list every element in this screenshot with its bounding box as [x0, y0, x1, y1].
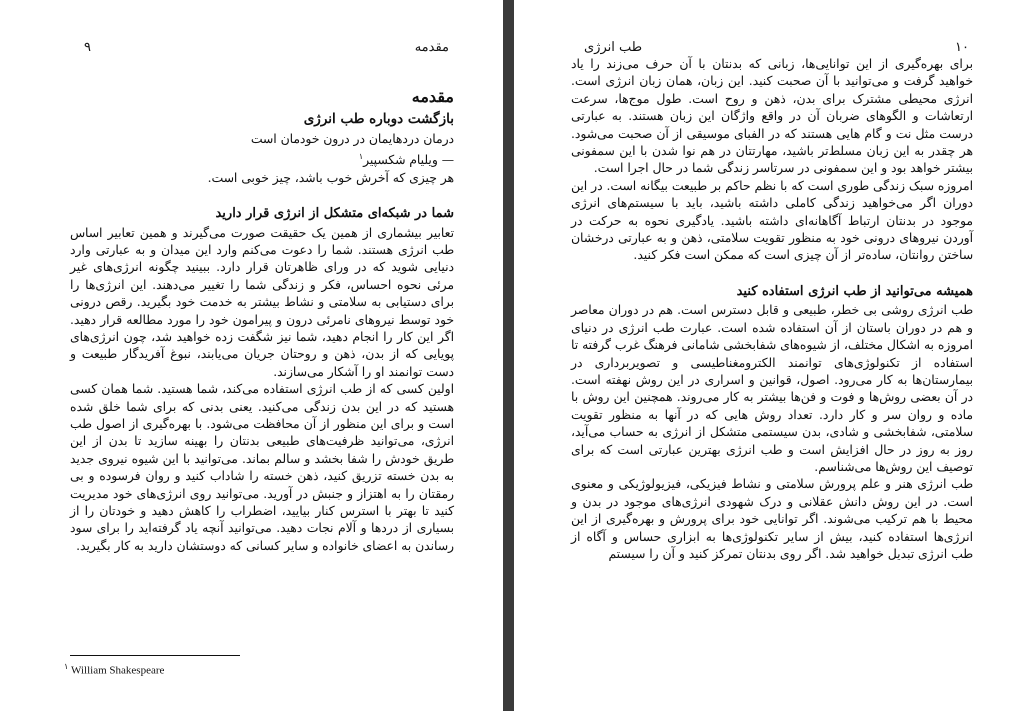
right-page-content [571, 56, 973, 563]
paragraph: اولین کسی که از طب انرژی استفاده می‌کند، شما هستید. شما همان کسی هستید که در این بدن زندگی می‌کنید. یعنی بدنی که برای شما خلق شده است و برای این منظور از آن محافظت می‌شود. با بهره‌گیری از اصول طب انرژی، می‌توانید ظرفیت‌های طبیعی بدنتان را بهینه سازید تا بدن از این طریق خودش را شفا بخشد و سالم بماند. می‌توانید با این شیوه نیروی جدید به بدن خسته تزریق کنید، ذهن خسته را شاداب کنید و روان فرسوده و بی رمقتان را به اهتزاز و جنبش در آورید. می‌توانید روی انرژی‌های خود مدیریت کنید تا بهتر با استرس کنار بیایید، اضطراب را کاهش دهید و خودتان را از بسیاری از دردها و آلام نجات دهید. می‌توانید آنچه یاد گرفته‌اید را برای سود رساندن به اعضای خانواده و سایر کسانی که دوستشان دارید به کار بگیرید. [70, 382, 454, 553]
left-page-number: ۹ [84, 40, 91, 55]
book-spine-divider [503, 0, 514, 711]
epigraph-line-2: هر چیزی که آخرش خوب باشد، چیز خوبی است. [207, 170, 454, 185]
epigraph-author-line [70, 148, 454, 170]
right-page-header [584, 40, 969, 55]
left-page-header [84, 40, 449, 55]
footnote-text: William Shakespeare [71, 664, 165, 677]
subheading-energy-network: شما در شبکه‌ای متشکل از انرژی قرار دارید [215, 206, 454, 222]
left-page [0, 0, 503, 711]
epigraph-footnote-marker: ۱ [358, 152, 364, 162]
paragraph: طب انرژی هنر و علم پرورش سلامتی و نشاط فیزیکی، فیزیولوژیکی و معنوی است. در این روش دانش عقلانی و درک شهودی انرژی‌های موجود در بدن و محیط با هم ترکیب می‌شوند. اگر توانایی خود برای پرورش و بهره‌گیری از این انرژی‌ها استفاده کنید، بیش از سایر تکنولوژی‌ها به ابزاری حساس و آگاه از طب انرژی تبدیل خواهید شد. اگر روی بدنتان تمرکز کنید و آن را سیستم [571, 477, 973, 561]
left-running-header: مقدمه [414, 40, 449, 55]
chapter-title: مقدمه [411, 87, 454, 106]
paragraph: تعابیر بیشماری از همین یک حقیقت صورت می‌گیرند و همین تعابیر اساس طب انرژی هستند. شما را دعوت می‌کنم وارد این میدان و به عبارتی وارد دنیایی شوید که در ورای ظاهرتان قرار دارد. ببینید چگونه انرژی‌های غیر مرئی نحوه احساس، فکر و زندگی شما را تغییر می‌دهند. این انرژی‌ها را برای دستیابی به سلامتی و نشاط بیشتر به خدمت خود بگیرید. رقص درونی خود توسط نیروهای نامرئی درون و پیرامون خود را مورد مطالعه قرار دهید. اگر این کار را انجام دهید، شما نیز شگفت زده خواهید شد، چون انرژی‌های پویایی که از بدن، ذهن و روحتان جریان می‌یابند، نبوغ آفریدگار طبیعت و دست توانمند او را آشکار می‌سازند. [70, 225, 454, 379]
section-title: بازگشت دوباره طب انرژی [303, 111, 454, 128]
footnote-marker: ۱ [64, 662, 69, 671]
right-running-header: طب انرژی [584, 40, 643, 55]
right-page [514, 0, 1024, 711]
paragraph: امروزه سبک زندگی طوری است که با نظم حاکم بر طبیعت بیگانه است. در این دوران اگر می‌خواهید زندگی کاملی داشته باشید، باید با سیستم‌های انرژی موجود در بدنتان ارتباط آگاهانه‌ای داشته باشید. یادگیری نحوه به حرکت در آوردن نیروهای درونی خود به منظور تقویت سلامتی، ذهن و به عبارتی درخشان ساختن روانتان، ساده‌تر از آن چیزی است که ممکن است فکر کنید. [571, 178, 973, 263]
paragraph: طب انرژی روشی بی خطر، طبیعی و قابل دسترس است. هم در دوران معاصر و هم در دوران باستان از آن استفاده شده است. عبارت طب انرژی در دنیای امروزه به اشکال مختلف، از شیوه‌های شفابخشی شامانی فرهنگ غرب گرفته تا استفاده از تکنولوژی‌های توانمند الکترومغناطیسی و تصویربرداری در بیمارستان‌ها به کار می‌رود. اصول، قوانین و اسراری در این روش نهفته است. در آن بعضی روش‌ها و فوت و فن‌ها بیشتر به کار می‌روند. همچنین این روش با ماده و روان سر و کار دارد. تعداد روش هایی که در آنها به منظور تقویت سلامتی، شفابخشی و شادی، بدن سیستمی متشکل از انرژی به حساب می‌آید، روز به روز در حال افزایش است و طب انرژی بهترین عبارتی است که برای توصیف این روش‌ها می‌شناسم. [571, 303, 973, 474]
left-page-content [70, 88, 454, 555]
footnote [64, 662, 164, 677]
epigraph-line-1: درمان دردهایمان در درون خودمان است [250, 131, 454, 146]
right-page-number: ۱۰ [955, 40, 969, 55]
paragraph: برای بهره‌گیری از این توانایی‌ها، زبانی که بدنتان با آن حرف می‌زند را یاد خواهید گرفت و می‌توانید با آن صحبت کنید. این زبان، همان زبان انرژی است. انرژی محیطی مشترک برای بدن، ذهن و روح است. طول موج‌ها، سرعت ارتعاشات و الگوهای ضربان آن در واقع واژگان این زبان هستند. به عبارتی درست مثل نت و گام هایی هستند که در الفبای موسیقی از آن صحبت می‌شود. هر چقدر به این زبان مسلط‌تر باشید، مهارتتان در هم نوا شدن با این سمفونی بیشتر خواهد بود و این سمفونی در سرتاسر زندگی شما در حال اجرا است. [571, 57, 973, 176]
footnote-divider [70, 655, 240, 656]
epigraph-author: — ویلیام شکسپیر [363, 153, 454, 168]
subheading-always-use: همیشه می‌توانید از طب انرژی استفاده کنید [736, 283, 973, 299]
